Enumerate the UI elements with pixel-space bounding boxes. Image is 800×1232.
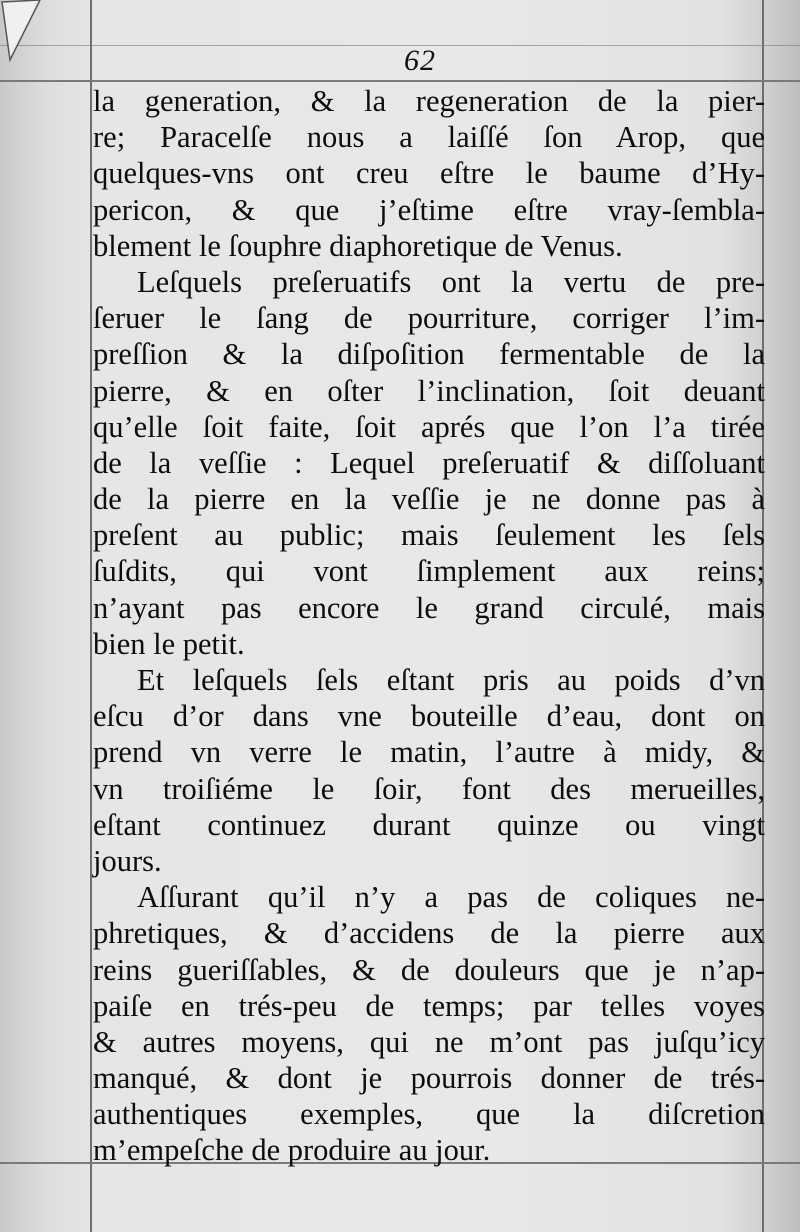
text-line: Aſſurant qu’il n’y a pas de coliques ne- <box>137 880 765 915</box>
text-line: ſuſdits, qui vont ſimplement aux reins; <box>93 554 765 589</box>
text-line: & autres moyens, qui ne m’ont pas juſqu’icy <box>93 1024 765 1059</box>
text-line: ſeruer le ſang de pourriture, corriger l’im- <box>93 301 765 336</box>
text-line: vn troiſiéme le ſoir, font des merueilles, <box>93 771 765 806</box>
text-line: preſent au public; mais ſeulement les ſels <box>93 518 765 553</box>
text-line: de la pierre en la veſſie je ne donne pas à <box>93 482 765 517</box>
text-line: n’ayant pas encore le grand circulé, mais <box>93 590 765 625</box>
text-line: qu’elle ſoit faite, ſoit aprés que l’on l’a tirée <box>93 409 765 444</box>
text-line: quelques-vns ont creu eſtre le baume d’Hy- <box>93 156 765 191</box>
text-line: bien le petit. <box>93 626 245 661</box>
text-line: pierre, & en oſter l’inclination, ſoit deuant <box>93 373 765 408</box>
text-line: re; Paracelſe nous a laiſſé ſon Arop, que <box>93 120 765 155</box>
text-line: paiſe en trés-peu de temps; par telles voyes <box>93 988 765 1023</box>
text-line: jours. <box>93 843 162 878</box>
text-line: pericon, & que j’eſtime eſtre vray-ſembla- <box>93 192 765 227</box>
left-margin-rule <box>90 0 92 1232</box>
text-line: la generation, & la regeneration de la pier- <box>93 84 765 118</box>
text-line: prend vn verre le matin, l’autre à midy, & <box>93 735 765 770</box>
top-rule <box>0 80 800 82</box>
text-line: Et leſquels ſels eſtant pris au poids d’vn <box>137 663 765 697</box>
text-line: preſſion & la diſpoſition fermentable de la <box>93 337 765 372</box>
text-line: authentiques exemples, que la diſcretion <box>93 1097 765 1132</box>
text-line: reins gueriſſables, & de douleurs que je n’ap- <box>93 952 765 987</box>
text-line: eſcu d’or dans vne bouteille d’eau, dont on <box>93 699 765 734</box>
text-line: m’empeſche de produire au jour. <box>93 1133 491 1168</box>
text-line: de la veſſie : Lequel preſeruatif & diſſoluant <box>93 445 765 480</box>
text-line: Leſquels preſeruatifs ont la vertu de pre- <box>137 264 765 299</box>
text-line: blement le ſouphre diaphoretique de Venus. <box>93 228 623 263</box>
text-line: eſtant continuez durant quinze ou vingt <box>93 807 765 842</box>
page-number: 62 <box>404 44 436 77</box>
text-line: phretiques, & d’accidens de la pierre aux <box>93 916 765 951</box>
body-text <box>93 83 765 1169</box>
text-line: manqué, & dont je pourrois donner de trés- <box>93 1061 765 1096</box>
